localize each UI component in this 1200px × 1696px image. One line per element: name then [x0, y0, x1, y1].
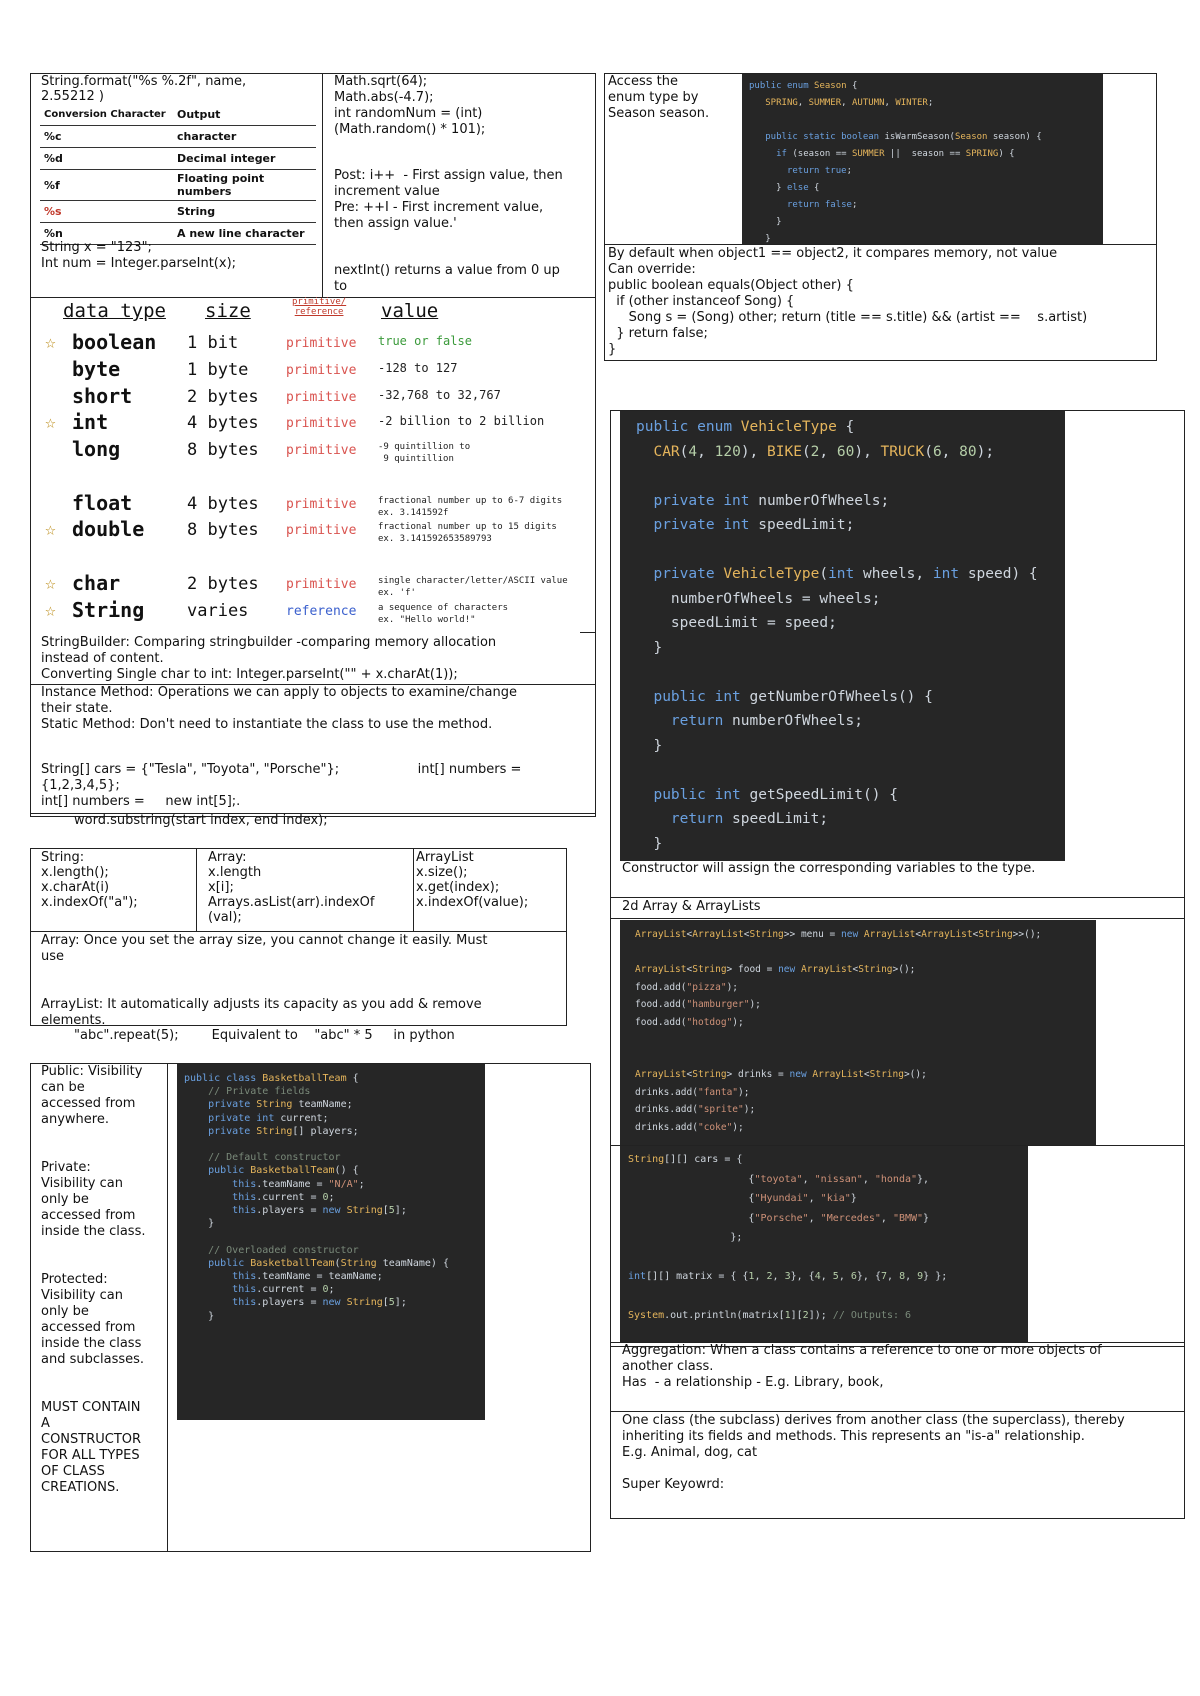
code-line — [635, 1049, 1081, 1067]
code-line: } — [636, 737, 663, 754]
aggregation-note: Aggregation: When a class contains a reference to one or more objects of another class. Has - a relationship - E.g. Library, book, — [622, 1343, 1102, 1390]
datatype-kind: primitive — [286, 416, 357, 431]
datatype-kind: primitive — [286, 390, 357, 405]
table-row — [40, 148, 316, 170]
code-line: public int getSpeedLimit() { — [653, 786, 898, 803]
static-method-note: Static Method: Don't need to instantiate the class to use the method. — [41, 717, 493, 732]
datatype-name: int — [72, 410, 109, 434]
datatype-name: char — [72, 571, 121, 595]
divider — [610, 918, 1185, 919]
format-line1: String.format("%s %.2f", name, — [41, 74, 247, 89]
table-cell: Decimal integer — [173, 148, 316, 170]
datatype-kind: primitive — [286, 443, 357, 458]
datatype-name: byte — [72, 357, 121, 381]
code-line — [636, 464, 1049, 489]
datatype-name: short — [72, 384, 133, 408]
code-line: ArrayList<String> food = new ArrayList<String>(); — [635, 964, 916, 975]
conversion-header-char: Conversion Character — [40, 104, 173, 126]
format-line3: String x = "123"; — [41, 240, 152, 255]
code-line: } — [636, 639, 663, 656]
table-cell: Floating point numbers — [173, 170, 316, 201]
divider — [167, 1063, 168, 1552]
datatype-value: fractional number up to 6-7 digits ex. 3.141592f — [378, 496, 563, 518]
code-line: public class BasketballTeam { — [184, 1073, 359, 1084]
datatype-kind: primitive — [286, 336, 357, 351]
compare-col-string: String: x.length(); x.charAt(i) x.indexOf("a"); — [41, 850, 138, 910]
table-cell: %d — [40, 148, 173, 170]
datatype-value: -32,768 to 32,767 — [378, 388, 501, 402]
datatype-value: a sequence of characters ex. "Hello world!" — [378, 603, 509, 625]
code-line: } — [749, 217, 782, 227]
datatype-size: 2 bytes — [187, 574, 259, 594]
code-line: }; — [628, 1232, 743, 1243]
code-line — [749, 112, 1096, 129]
code-line: ArrayList<ArrayList<String>> menu = new ArrayList<ArrayList<String>>(); — [635, 929, 1042, 940]
code-line: {"Hyundai", "kia"} — [628, 1193, 857, 1204]
code-line: private VehicleType(int wheels, int speed) { — [653, 566, 1038, 582]
inheritance-note: One class (the subclass) derives from another class (the superclass), thereby inheriting its fields and methods. This represents an "is-a" relationship. E.g. Animal, dog, cat Super Keyowrd: — [622, 1413, 1125, 1492]
equals-note: By default when object1 == object2, it compares memory, not value Can override: public boolean equals(Object other) { if (other instanceof Song) { Song s = (Song) other; return (title == s.title) && (artist == s.artist) } return false; } — [608, 246, 1088, 357]
datatype-name: String — [72, 598, 145, 622]
season-code — [742, 74, 1103, 244]
code-line — [628, 1287, 1020, 1307]
datatype-size: 8 bytes — [187, 520, 259, 540]
code-line: food.add("pizza"); — [635, 981, 739, 993]
code-line: int[][] matrix = { {1, 2, 3}, {4, 5, 6}, {7, 8, 9} }; — [628, 1271, 948, 1282]
code-line — [636, 538, 1049, 563]
code-line: food.add("hotdog"); — [635, 1016, 744, 1028]
table-cell: %n — [40, 223, 173, 245]
arrays-note: String[] cars = {"Tesla", "Toyota", "Porsche"}; int[] numbers = {1,2,3,4,5}; int[] numbers = new int[5];. — [41, 762, 522, 809]
code-line: // Private fields — [208, 1086, 311, 1098]
code-line — [635, 1031, 1081, 1049]
dt-header-size: size — [205, 300, 251, 322]
conversion-table — [40, 104, 316, 245]
datatype-kind: primitive — [286, 497, 357, 512]
vehicle-note: Constructor will assign the corresponding variables to the type. — [622, 861, 1036, 876]
table-cell: %s — [40, 201, 173, 223]
code-line: public BasketballTeam(String teamName) { — [208, 1257, 449, 1269]
conversion-header-output: Output — [173, 104, 316, 126]
code-line: speedLimit = speed; — [670, 615, 837, 631]
datatype-kind: primitive — [286, 577, 357, 592]
code-line: public int getNumberOfWheels() { — [653, 688, 933, 705]
table-cell: %f — [40, 170, 173, 201]
code-line: private int current; — [208, 1112, 329, 1124]
datatype-name: boolean — [72, 330, 157, 354]
divider — [580, 632, 596, 633]
code-line: CAR(4, 120), BIKE(2, 60), TRUCK(6, 80); — [653, 443, 995, 460]
format-line4: Int num = Integer.parseInt(x); — [41, 256, 237, 271]
datatype-value: fractional number up to 15 digits ex. 3.141592653589793 — [378, 522, 557, 544]
datatype-name: float — [72, 491, 133, 515]
vehicle-code — [620, 411, 1065, 861]
code-line: // Default constructor — [208, 1152, 341, 1164]
datatype-name: double — [72, 517, 145, 541]
code-line: } — [749, 234, 771, 244]
datatype-size: 4 bytes — [187, 413, 259, 433]
datatype-value: true or false — [378, 334, 472, 348]
basketball-code — [177, 1064, 485, 1420]
table-cell: character — [173, 126, 316, 148]
code-line: return false; — [786, 200, 858, 210]
datatype-size: 8 bytes — [187, 440, 259, 460]
enum-label: Access the enum type by Season season. — [608, 74, 710, 121]
code-line: System.out.println(matrix[1][2]); // Outputs: 6 — [628, 1310, 912, 1321]
code-line: drinks.add("sprite"); — [635, 1104, 756, 1115]
star-icon: ☆ — [45, 573, 56, 594]
datatype-kind: primitive — [286, 363, 357, 378]
code-line: public static boolean isWarmSeason(Season season) { — [765, 132, 1042, 142]
code-line: this.current = 0; — [232, 1191, 335, 1203]
nextint-note: nextInt() returns a value from 0 up to — [334, 263, 560, 294]
code-line: public BasketballTeam() { — [208, 1165, 359, 1177]
datatype-size: varies — [187, 601, 249, 621]
array-note: Array: Once you set the array size, you cannot change it easily. Must use ArrayList: It automatically adjusts its capacity as you add & remove elements. — [41, 933, 488, 1028]
table-cell: %c — [40, 126, 173, 148]
star-icon: ☆ — [45, 332, 56, 353]
code-line: this.teamName = teamName; — [232, 1271, 383, 1283]
code-line: food.add("hamburger"); — [635, 999, 761, 1010]
code-line — [184, 1230, 478, 1243]
post-pre-note: Post: i++ - First assign value, then increment value Pre: ++I - First increment value, then assign value.' — [334, 168, 563, 231]
format-line2: 2.55212 ) — [41, 89, 104, 104]
table-cell: String — [173, 201, 316, 223]
table-row — [40, 170, 316, 201]
code-line: public enum VehicleType { — [636, 419, 855, 435]
table-cell: A new line character — [173, 223, 316, 245]
code-line: this.players = new String[5]; — [232, 1205, 407, 1217]
code-line: if (season == SUMMER || season == SPRING) { — [776, 149, 1015, 159]
dt-header-type: data type — [63, 300, 166, 322]
code-line: private String[] players; — [208, 1125, 359, 1137]
code-line: return true; — [786, 166, 852, 176]
datatype-size: 4 bytes — [187, 494, 259, 514]
code-line — [628, 1248, 1020, 1268]
code-line — [184, 1138, 478, 1151]
code-line: String[][] cars = { — [628, 1154, 743, 1165]
datatype-kind: primitive — [286, 523, 357, 538]
datatype-size: 1 bit — [187, 333, 239, 353]
code-line — [636, 758, 1049, 783]
datatype-value: -2 billion to 2 billion — [378, 414, 545, 428]
code-line: drinks.add("fanta"); — [635, 1086, 750, 1098]
datatype-kind: reference — [286, 604, 357, 619]
star-icon: ☆ — [45, 600, 56, 621]
arraylists-title: 2d Array & ArrayLists — [622, 899, 761, 914]
math-lines: Math.sqrt(64); Math.abs(-4.7); int randomNum = (int) (Math.random() * 101); — [334, 74, 486, 137]
code-line: private String teamName; — [208, 1099, 353, 1111]
code-line: this.teamName = "N/A"; — [232, 1178, 365, 1190]
code-line: } — [636, 835, 663, 852]
dt-header-value: value — [381, 300, 439, 322]
code-line: } else { — [749, 183, 820, 193]
code-line — [635, 944, 1081, 962]
code-line: private int speedLimit; — [653, 517, 855, 533]
star-icon: ☆ — [45, 412, 56, 433]
repeat-note: "abc".repeat(5); Equivalent to "abc" * 5 in python — [74, 1028, 455, 1043]
stringbuilder-note: StringBuilder: Comparing stringbuilder -comparing memory allocation instead of content. Converting Single char to int: Integer.parseInt("" + x.charAt(1)); — [41, 635, 497, 682]
table-row — [40, 201, 316, 223]
code-line: // Overloaded constructor — [208, 1244, 359, 1256]
datatype-size: 2 bytes — [187, 387, 259, 407]
instance-method-note: Instance Method: Operations we can apply to objects to examine/change their state. — [41, 685, 517, 716]
datatype-value: -9 quintillion to 9 quintillion — [378, 442, 471, 464]
dt-header-kind: primitive/ reference — [292, 297, 347, 317]
code-line — [636, 660, 1049, 685]
datatype-value: single character/letter/ASCII value ex. 'f' — [378, 576, 568, 598]
array2d-code — [620, 1146, 1028, 1342]
code-line: } — [184, 1218, 215, 1230]
datatype-size: 1 byte — [187, 360, 249, 380]
divider — [413, 848, 414, 932]
code-line: this.current = 0; — [232, 1284, 335, 1296]
table-row — [40, 126, 316, 148]
code-line: SPRING, SUMMER, AUTUMN, WINTER; — [765, 98, 934, 108]
datatype-name: long — [72, 437, 121, 461]
compare-col-array: Array: x.length x[i]; Arrays.asList(arr).indexOf (val); — [208, 850, 375, 925]
code-line: return numberOfWheels; — [670, 713, 863, 729]
code-line: ArrayList<String> drinks = new ArrayList<String>(); — [635, 1069, 927, 1080]
code-line: drinks.add("coke"); — [635, 1121, 744, 1133]
code-line: public enum Season { — [749, 81, 858, 91]
substring-note: word.substring(start index, end index); — [74, 813, 328, 828]
code-line: private int numberOfWheels; — [653, 492, 890, 509]
code-line: return speedLimit; — [670, 811, 829, 827]
code-line: this.players = new String[5]; — [232, 1297, 407, 1309]
conversion-table-header — [40, 104, 316, 126]
divider — [196, 848, 197, 932]
code-line: {"toyota", "nissan", "honda"}, — [628, 1173, 930, 1185]
compare-col-arraylist: ArrayList x.size(); x.get(index); x.indexOf(value); — [416, 850, 529, 910]
code-line: } — [184, 1310, 215, 1322]
code-line: {"Porsche", "Mercedes", "BMW"} — [628, 1212, 930, 1224]
visibility-note: Public: Visibility can be accessed from anywhere. Private: Visibility can only be accessed from inside the class. Protected: Visibility can only be accessed from inside the class and subclasses. MUST CONTAIN A CONSTRUCTOR FOR ALL TYPES OF CLASS CREATIONS. — [41, 1064, 146, 1495]
star-icon: ☆ — [45, 519, 56, 540]
code-line: numberOfWheels = wheels; — [670, 590, 881, 607]
datatype-value: -128 to 127 — [378, 361, 458, 375]
arraylist-code — [620, 920, 1096, 1145]
